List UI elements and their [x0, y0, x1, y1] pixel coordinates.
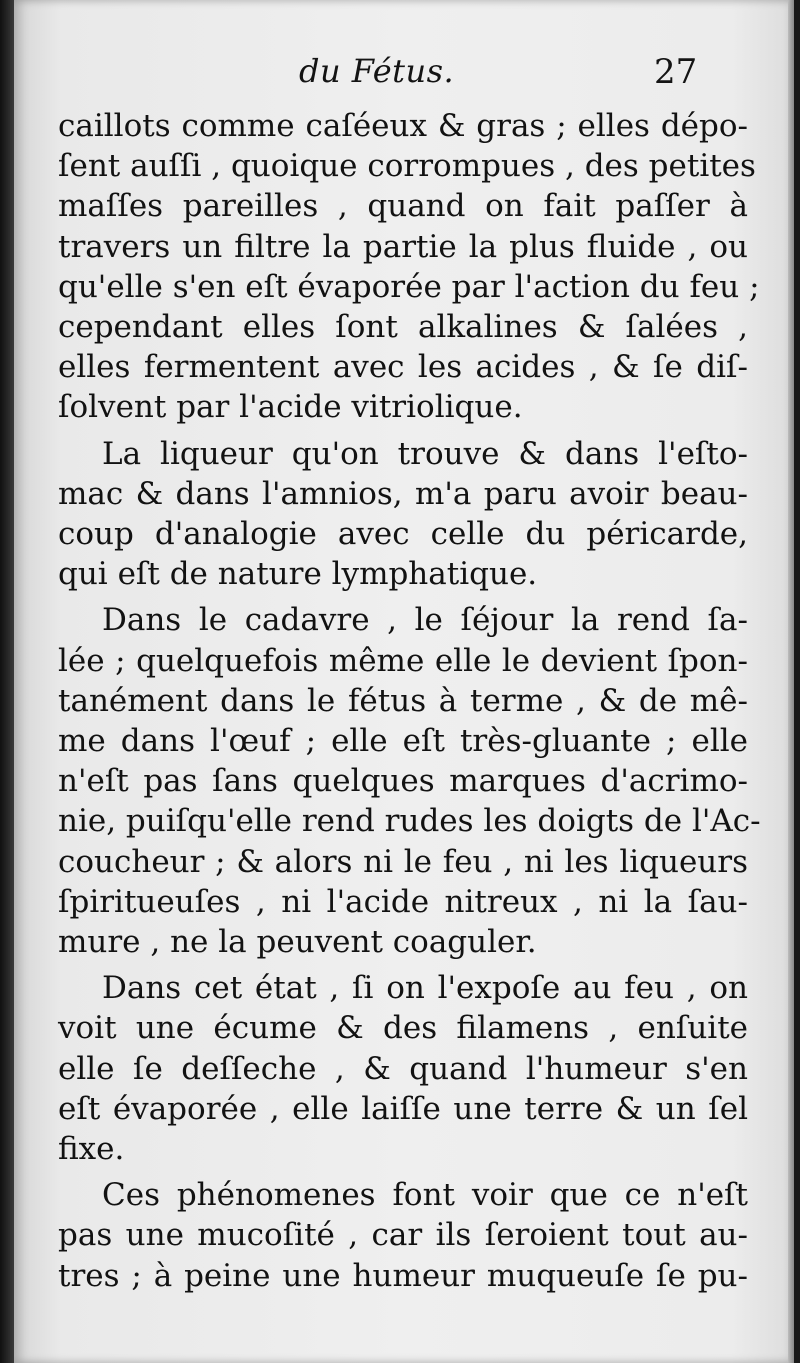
paragraph-2: [58, 434, 748, 595]
paragraph-3: [58, 600, 761, 962]
text-line: me dans l'œuf ; elle eſt très-gluante ; elle: [58, 723, 748, 760]
text-line: ſpiritueuſes , ni l'acide nitreux , ni la ſau-: [58, 883, 748, 920]
text-line: fixe.: [58, 1131, 125, 1168]
page-header: [14, 52, 794, 102]
text-line: Dans cet état , ſi on l'expoſe au feu , on: [102, 970, 748, 1007]
body-text: [58, 106, 761, 1302]
text-line: elle ſe deſſeche , & quand l'humeur s'en: [58, 1050, 748, 1087]
paragraph-4: [58, 968, 748, 1169]
text-line: n'eſt pas ſans quelques marques d'acrimo-: [58, 763, 748, 800]
book-spine-shadow: [0, 0, 14, 1363]
text-line: Dans le cadavre , le ſéjour la rend ſa-: [102, 602, 748, 639]
text-line: voit une écume & des filamens , enſuite: [58, 1010, 748, 1047]
text-line: qu'elle s'en eſt évaporée par l'action du feu ;: [58, 268, 760, 305]
page-number: 27: [654, 52, 698, 92]
paragraph-1: [58, 106, 760, 428]
text-line: lée ; quelquefois même elle le devient ſpon-: [58, 642, 748, 679]
text-line: coup d'analogie avec celle du péricarde,: [58, 516, 748, 553]
text-line: mac & dans l'amnios, m'a paru avoir beau-: [58, 475, 748, 512]
text-line: ſent auſſi , quoique corrompues , des petites: [58, 148, 756, 185]
paragraph-5: [58, 1175, 748, 1296]
text-line: nie, puiſqu'elle rend rudes les doigts de l'Ac-: [58, 803, 761, 840]
text-line: elles fermentent avec les acides , & ſe diſ-: [58, 349, 748, 386]
text-line: Ces phénomenes font voir que ce n'eſt: [102, 1177, 748, 1214]
text-line: coucheur ; & alors ni le feu , ni les liqueurs: [58, 843, 748, 880]
text-line: maſſes pareilles , quand on fait paſſer à: [58, 188, 748, 225]
text-line: cependant elles ſont alkalines & ſalées ,: [58, 309, 748, 346]
text-line: ſolvent par l'acide vitriolique.: [58, 389, 523, 426]
text-line: eſt évaporée , elle laiſſe une terre & un ſel: [58, 1090, 748, 1127]
text-line: mure , ne la peuvent coaguler.: [58, 924, 537, 961]
text-line: caillots comme caſéeux & gras ; elles dépo-: [58, 108, 748, 144]
book-page: [14, 0, 794, 1363]
text-line: tres ; à peine une humeur muqueuſe ſe pu-: [58, 1257, 748, 1294]
text-line: pas une mucoſité , car ils ſeroient tout au-: [58, 1217, 748, 1254]
text-line: travers un filtre la partie la plus fluide , ou: [58, 228, 748, 265]
text-line: La liqueur qu'on trouve & dans l'eſto-: [102, 435, 748, 472]
text-line: tanément dans le fétus à terme , & de mê-: [58, 682, 748, 719]
page-edge: [788, 0, 794, 1363]
text-line: qui eſt de nature lymphatique.: [58, 556, 538, 593]
running-head: du Fétus.: [299, 52, 455, 90]
